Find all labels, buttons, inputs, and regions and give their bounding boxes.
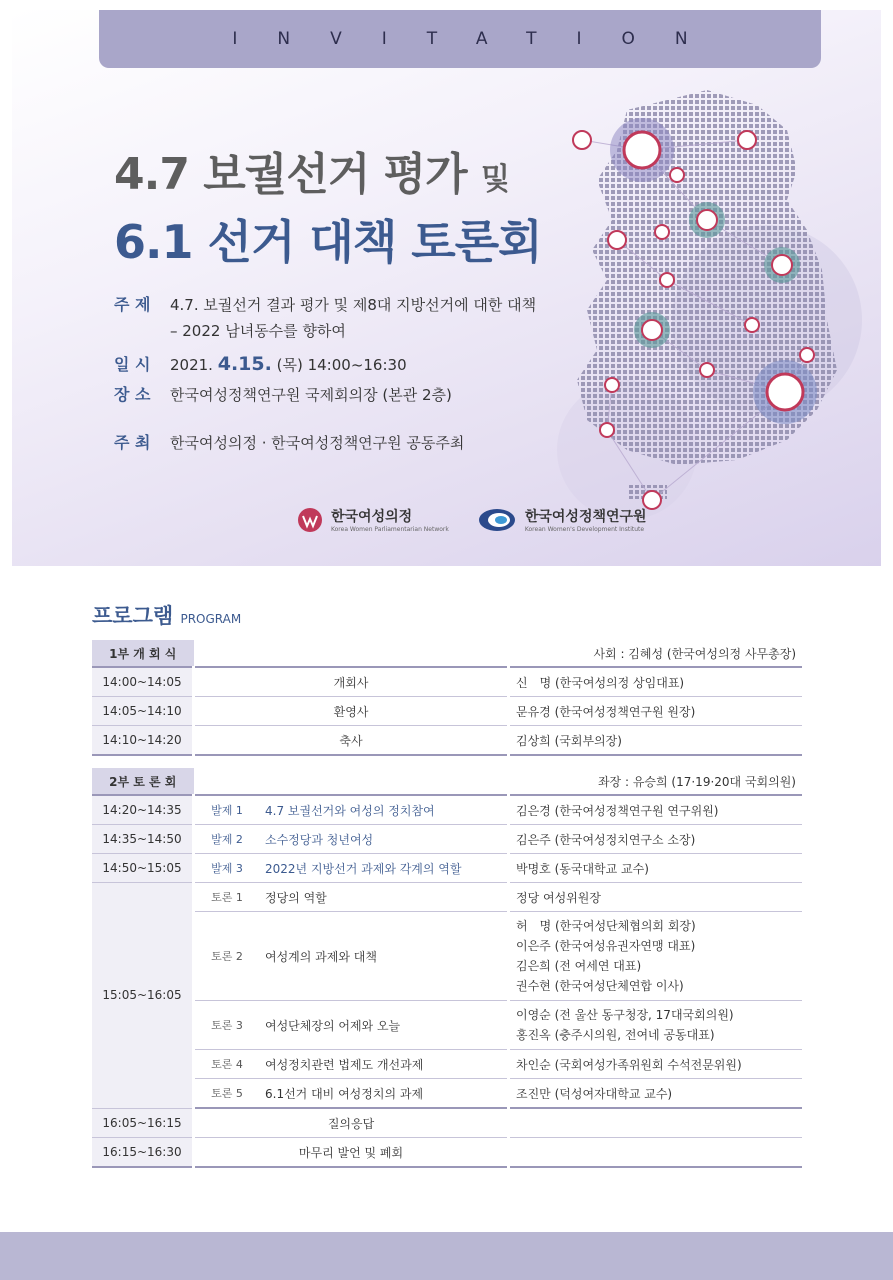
table-row (92, 1079, 802, 1109)
row-tag: 토론 5 (194, 1079, 260, 1109)
program-title (92, 600, 241, 630)
table-row (92, 1138, 802, 1168)
row-topic: 6.1선거 대비 여성정치의 과제 (259, 1079, 509, 1109)
part1-label: 1부 개 회 식 (92, 640, 194, 667)
row-speaker: 김상희 (국회부의장) (509, 726, 803, 756)
row-speaker: 조진만 (덕성여자대학교 교수) (509, 1079, 803, 1109)
place-label: 장 소 (114, 385, 151, 404)
invitation-banner (12, 10, 881, 566)
row-speaker: 문유경 (한국여성정책연구원 원장) (509, 697, 803, 726)
title-line-2: 6.1 선거 대책 토론회 (114, 215, 542, 269)
row-time: 16:15~16:30 (92, 1138, 194, 1168)
host-label: 주 최 (114, 433, 151, 452)
row-item: 환영사 (194, 697, 509, 726)
title-part-a: 4.7 보궐선거 평가 (114, 149, 467, 200)
kwpn-emblem-icon (297, 507, 323, 533)
part1-host: 사회 : 김혜성 (한국여성의정 사무총장) (194, 640, 803, 667)
table-row (92, 912, 802, 1001)
row-topic: 2022년 지방선거 과제와 각계의 역할 (259, 854, 509, 883)
row-time: 14:20~14:35 (92, 795, 194, 825)
program-title-en: PROGRAM (180, 612, 242, 626)
korea-map-graphic (557, 70, 881, 520)
info-place (114, 382, 452, 405)
row-tag: 토론 4 (194, 1050, 260, 1079)
title-line-1 (114, 138, 509, 202)
kwdi-name-en: Korean Women's Development Institute (524, 526, 645, 533)
program-table (92, 640, 802, 1168)
speaker-line: 이은주 (한국여성유권자연맹 대표) (516, 939, 696, 953)
row-topic: 소수정당과 청년여성 (259, 825, 509, 854)
discussion-time: 15:05~16:05 (92, 883, 194, 1109)
row-tag: 토론 2 (194, 912, 260, 1001)
row-tag: 토론 1 (194, 883, 260, 912)
part2-label: 2부 토 론 회 (92, 768, 194, 795)
part2-host: 좌장 : 유승희 (17·19·20대 국회의원) (194, 768, 803, 795)
info-theme-2: – 2022 남녀동수를 향하여 (170, 322, 346, 340)
kwpn-name-en: Korea Women Parliamentarian Network (331, 526, 449, 533)
kwdi-name: 한국여성정책연구원 (524, 509, 647, 525)
row-speakers (509, 912, 803, 1001)
kwpn-name: 한국여성의정 (331, 509, 413, 525)
speaker-line: 김은희 (전 여세연 대표) (516, 959, 642, 973)
row-time: 14:50~15:05 (92, 854, 194, 883)
part2-header-row (92, 768, 802, 795)
row-topic: 정당의 역할 (259, 883, 509, 912)
row-topic: 여성단체장의 어제와 오늘 (259, 1001, 509, 1050)
table-row (92, 795, 802, 825)
theme-text-1: 4.7. 보궐선거 결과 평가 및 제8대 지방선거에 대한 대책 (170, 296, 537, 314)
row-tag: 발제 2 (194, 825, 260, 854)
speaker-line: 홍진옥 (충주시의원, 전여네 공동대표) (516, 1028, 715, 1042)
program-title-ko: 프로그램 (92, 604, 174, 628)
invitation-label: INVITATION (232, 29, 728, 49)
date-year: 2021. (170, 356, 213, 374)
place-text: 한국여성정책연구원 국제회의장 (본관 2층) (170, 386, 452, 404)
row-speaker: 차인순 (국회여성가족위원회 수석전문위원) (509, 1050, 803, 1079)
table-row (92, 1001, 802, 1050)
row-tag: 발제 1 (194, 795, 260, 825)
row-item: 질의응답 (194, 1108, 509, 1138)
row-item: 개회사 (194, 667, 509, 697)
table-row (92, 697, 802, 726)
info-host (114, 430, 464, 453)
row-time: 14:05~14:10 (92, 697, 194, 726)
row-speaker: 박명호 (동국대학교 교수) (509, 854, 803, 883)
row-speaker: 신 명 (한국여성의정 상임대표) (509, 667, 803, 697)
row-speakers (509, 1001, 803, 1050)
title-part-b: 및 (480, 162, 509, 197)
row-speaker: 김은주 (한국여성정치연구소 소장) (509, 825, 803, 854)
info-date (114, 352, 407, 375)
date-rest: (목) 14:00~16:30 (276, 356, 407, 374)
row-item: 마무리 발언 및 폐회 (194, 1138, 509, 1168)
row-speaker: 김은경 (한국여성정책연구원 연구위원) (509, 795, 803, 825)
speaker-line: 허 명 (한국여성단체협의회 회장) (516, 919, 696, 933)
row-tag: 토론 3 (194, 1001, 260, 1050)
kwpn-logo (297, 506, 449, 533)
info-theme (114, 292, 536, 315)
speaker-line: 이영순 (전 울산 동구청장, 17대국회의원) (516, 1008, 734, 1022)
table-row (92, 854, 802, 883)
row-topic: 4.7 보궐선거와 여성의 정치참여 (259, 795, 509, 825)
table-row (92, 1108, 802, 1138)
speaker-line: 권수현 (한국여성단체연합 이사) (516, 979, 684, 993)
kwdi-logo (477, 506, 647, 533)
table-row (92, 667, 802, 697)
date-label: 일 시 (114, 355, 151, 374)
organizer-logos (297, 506, 647, 533)
row-speaker: 정당 여성위원장 (509, 883, 803, 912)
footer-bar (0, 1232, 893, 1280)
row-speaker-empty (509, 1108, 803, 1138)
theme-label: 주 제 (114, 295, 151, 314)
row-tag: 발제 3 (194, 854, 260, 883)
row-time: 14:10~14:20 (92, 726, 194, 756)
row-item: 축사 (194, 726, 509, 756)
kwdi-emblem-icon (477, 507, 517, 533)
row-speaker-empty (509, 1138, 803, 1168)
row-time: 14:00~14:05 (92, 667, 194, 697)
host-text: 한국여성의정 · 한국여성정책연구원 공동주최 (170, 434, 465, 452)
row-time: 16:05~16:15 (92, 1108, 194, 1138)
table-row (92, 1050, 802, 1079)
row-time: 14:35~14:50 (92, 825, 194, 854)
row-topic: 여성정치관련 법제도 개선과제 (259, 1050, 509, 1079)
part1-header-row (92, 640, 802, 667)
invitation-tab (99, 10, 821, 68)
table-row (92, 883, 802, 912)
table-row (92, 825, 802, 854)
table-row (92, 726, 802, 756)
row-topic: 여성계의 과제와 대책 (259, 912, 509, 1001)
date-main: 4.15. (217, 353, 272, 375)
